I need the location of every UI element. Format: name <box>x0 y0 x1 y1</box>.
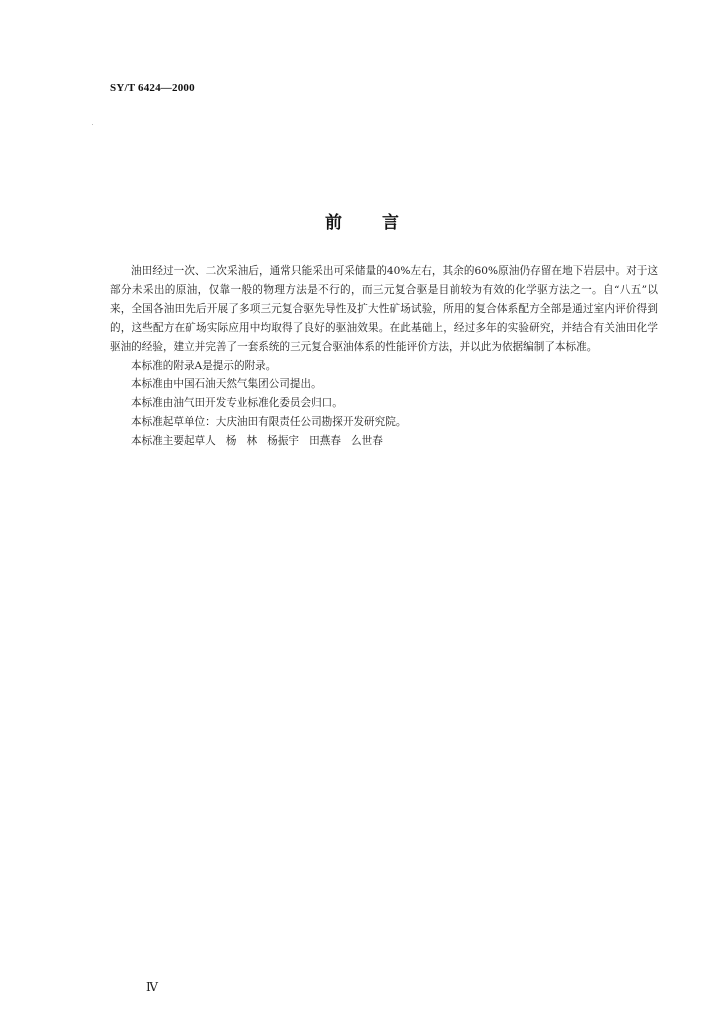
page-number: Ⅳ <box>146 980 158 994</box>
standard-code: SY/T 6424—2000 <box>110 82 195 94</box>
title-char-2: 言 <box>382 213 399 233</box>
paragraph-drafting-unit: 本标准起草单位：大庆油田有限责任公司勘探开发研究院。 <box>131 416 407 429</box>
foreword-body <box>110 262 658 451</box>
paragraph-intro: 油田经过一次、二次采油后，通常只能采出可采储量的40%左右，其余的60%原油仍存留在地下岩层中。对于这部分未采出的原油，仅靠一般的物理方法是不行的，而三元复合驱是目前较为有效的化学驱方法之一。自“八五”以来，全国各油田先后开展了多项三元复合驱先导性及扩大性矿场试验，所用的复合体系配方全部是通过室内评价得到的，这些配方在矿场实际应用中均取得了良好的驱油效果。在此基础上，经过多年的实验研究，并结合有关油田化学驱油的经验，建立并完善了一套系统的三元复合驱油体系的性能评价方法，并以此为依据编制了本标准。 <box>110 265 658 353</box>
title-char-1: 前 <box>325 213 342 233</box>
paragraph-drafters: 本标准主要起草人 杨 林 杨振宇 田燕春 么世春 <box>131 435 383 448</box>
page-title <box>0 208 724 233</box>
scan-speck <box>92 124 93 125</box>
paragraph-proposer: 本标准由中国石油天然气集团公司提出。 <box>131 378 322 391</box>
paragraph-committee: 本标准由油气田开发专业标准化委员会归口。 <box>131 397 343 410</box>
paragraph-appendix: 本标准的附录A是提示的附录。 <box>131 359 277 372</box>
